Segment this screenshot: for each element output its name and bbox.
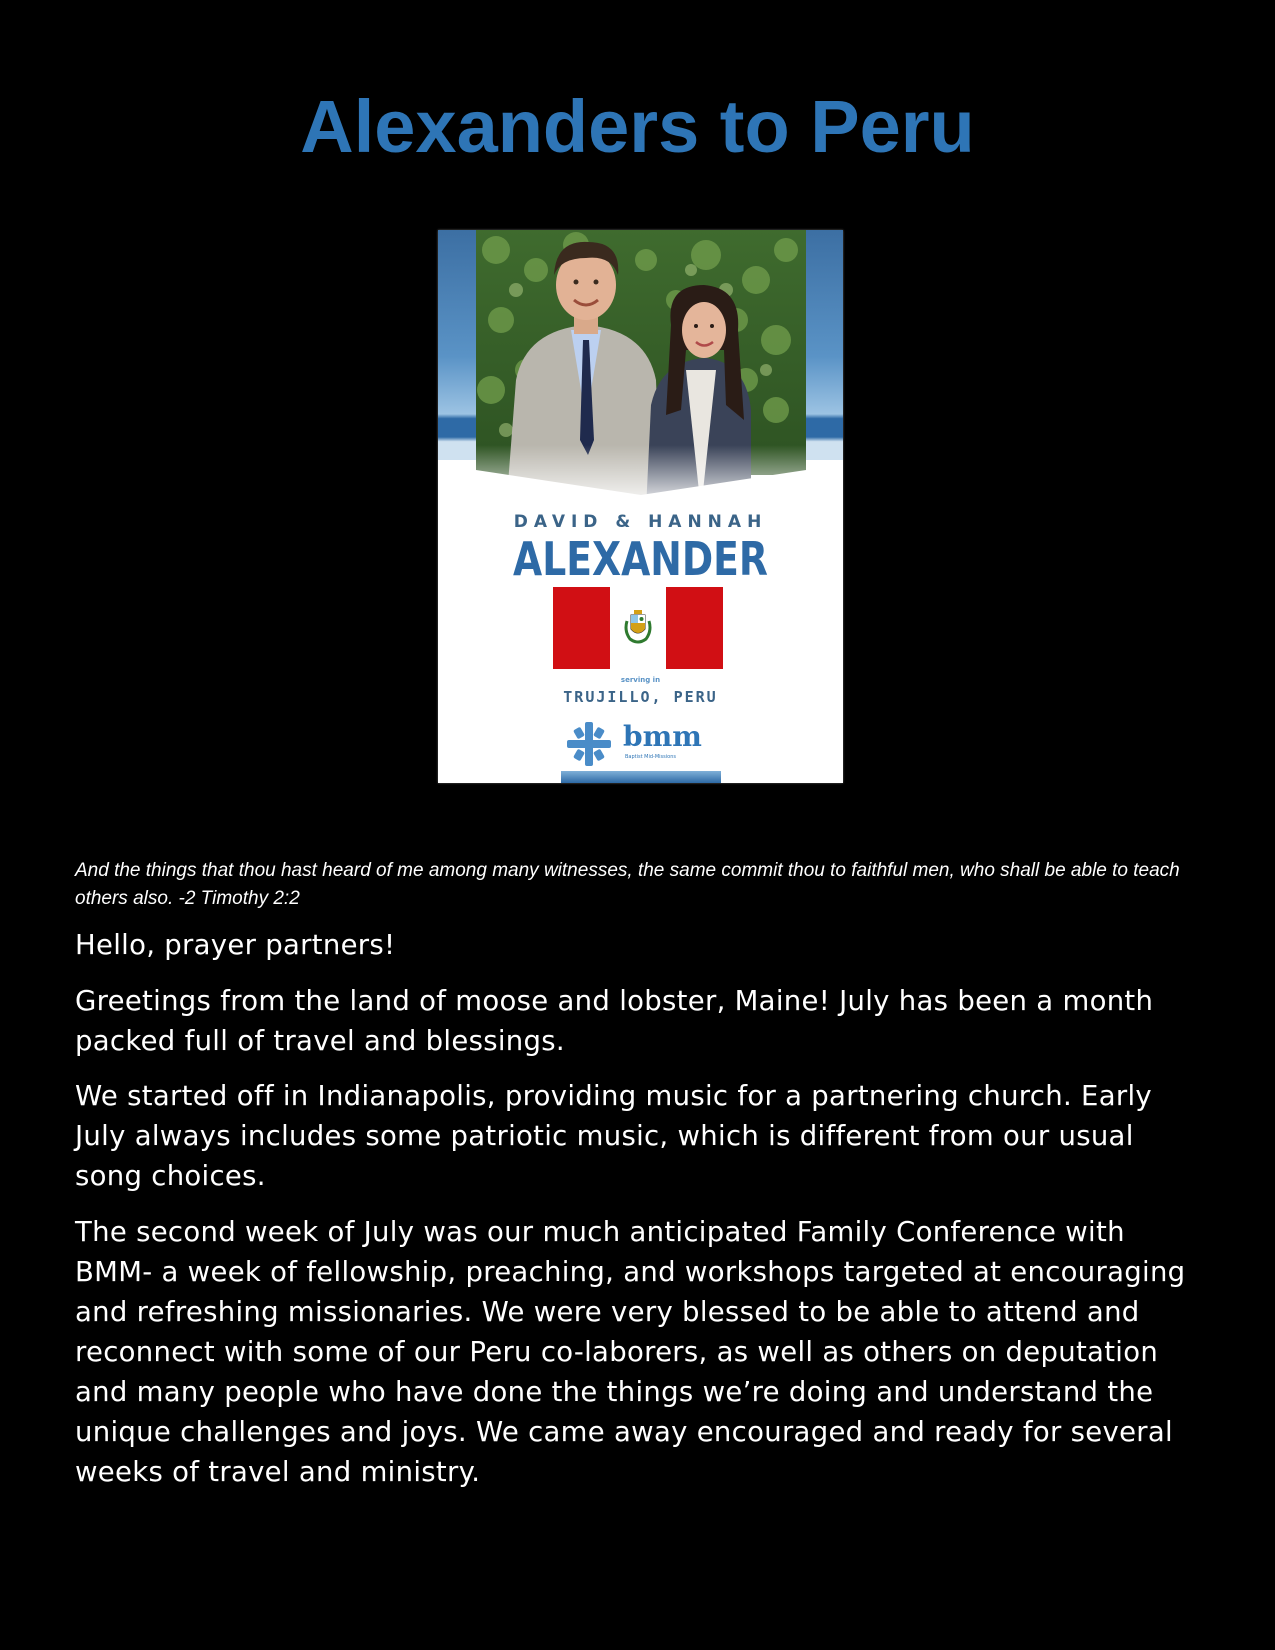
peru-flag: [553, 587, 723, 669]
card-serving-label: serving in: [620, 676, 661, 684]
card-location: TRUJILLO, PERU: [563, 688, 718, 706]
paragraph-maine: Greetings from the land of moose and lobster, Maine! July has been a month packed full of travel and blessings.: [75, 985, 1154, 1057]
prayer-card-image: [438, 230, 843, 783]
card-bottom-bar: [561, 771, 721, 783]
page-title: Alexanders to Peru: [300, 85, 975, 168]
bmm-logo-subtext: Baptist Mid-Missions: [625, 754, 676, 760]
flag-red-stripe-left: [553, 587, 610, 669]
card-surname: ALEXANDER: [513, 532, 768, 586]
bible-verse: And the things that thou hast heard of me among many witnesses, the same commit thou to faithful men, who shall be able to teach others also. -2 Timothy 2:2: [75, 860, 1180, 909]
greeting: Hello, prayer partners!: [75, 929, 396, 961]
card-band-right: [803, 230, 843, 460]
peru-coat-of-arms-icon: [624, 609, 652, 645]
paragraph-indianapolis: We started off in Indianapolis, providing music for a partnering church. Early July always includes some patriotic music, which is different from our usual song choices.: [75, 1080, 1152, 1192]
flag-white-stripe: [610, 587, 666, 669]
bmm-logo: [563, 722, 723, 766]
couple-photo: [476, 230, 806, 510]
card-first-names: DAVID & HANNAH: [513, 512, 768, 532]
bmm-cross-icon: [563, 722, 615, 766]
bmm-logo-text: bmm: [623, 720, 702, 753]
flag-red-stripe-right: [666, 587, 723, 669]
paragraph-family-conference: The second week of July was our much anticipated Family Conference with BMM- a week of fellowship, preaching, and workshops targeted at encouraging and refreshing missionaries. We were very blessed to be able to attend and reconnect with some of our Peru co-laborers, as well as others on deputation and many people who have done the things we’re doing and understand the unique challenges and joys. We came away encouraged and ready for several weeks of travel and ministry.: [75, 1216, 1186, 1488]
card-band-left: [438, 230, 478, 460]
